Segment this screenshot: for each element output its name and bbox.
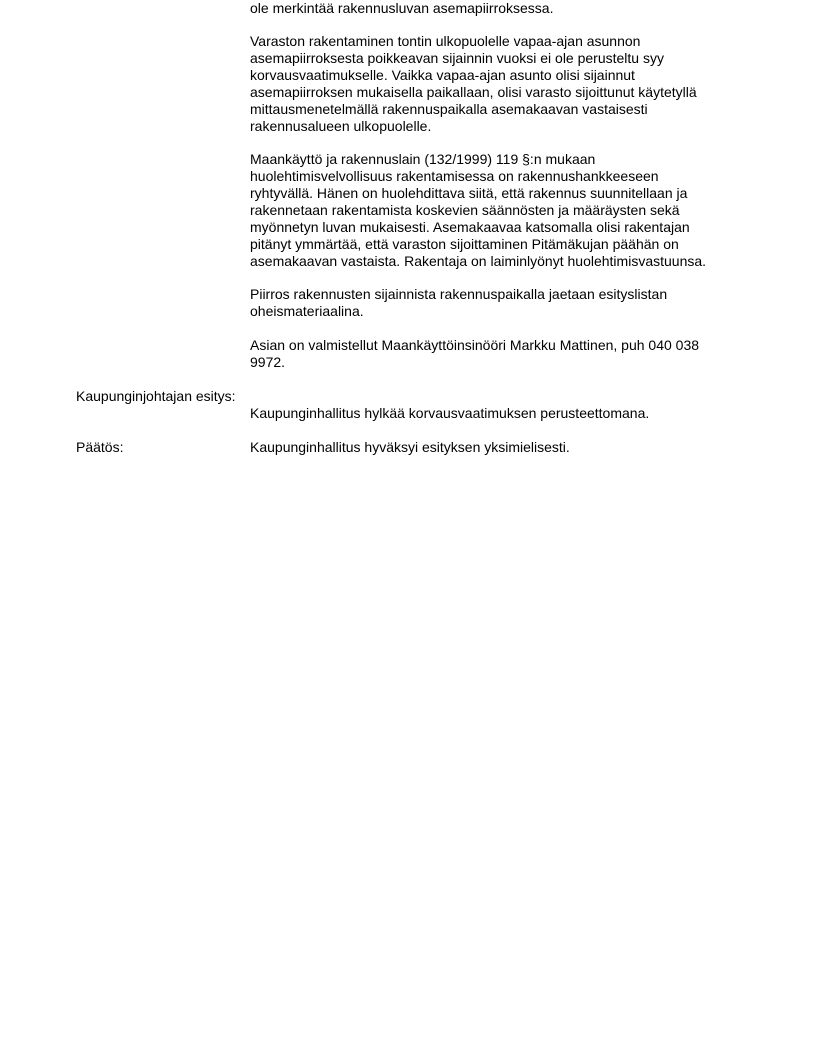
proposal-text: Kaupunginhallitus hylkää korvausvaatimuksen perusteettomana. bbox=[250, 405, 650, 421]
proposal-label: Kaupunginjohtajan esitys: bbox=[76, 388, 236, 404]
paragraph-drawing-note: Piirros rakennusten sijainnista rakennuspaikalla jaetaan esityslistan oheismateriaalina. bbox=[250, 286, 668, 319]
paragraph-storage-placement: Varaston rakentaminen tontin ulkopuolelle vapaa-ajan asunnon asemapiirroksesta poikkeavan sijainnin vuoksi ei ole perusteltu syy korvausvaatimukselle. Vaikka vapaa-ajan asunto olisi sijainnut asemapiirroksen mukaisella paikallaan, olisi varasto sijoittunut käytetyllä mittausmenetelmällä rakennuspaikalla asemakaavan vastaisesti rakennusalueen ulkopuolelle. bbox=[250, 33, 697, 134]
decision-text: Kaupunginhallitus hyväksyi esityksen yksimielisesti. bbox=[250, 439, 570, 455]
paragraph-continuation: ole merkintää rakennusluvan asemapiirroksessa. bbox=[250, 0, 554, 16]
paragraph-preparer: Asian on valmistellut Maankäyttöinsinööri Markku Mattinen, puh 040 038 9972. bbox=[250, 337, 700, 370]
decision-label: Päätös: bbox=[76, 439, 124, 455]
paragraph-building-law: Maankäyttö ja rakennuslain (132/1999) 119 §:n mukaan huolehtimisvelvollisuus rakentamisessa on rakennushankkeeseen ryhtyvällä. Hänen on huolehdittava siitä, että rakennus suunnitellaan ja rakennetaan rakentamista koskevien säännösten ja määräysten sekä myönnetyn luvan mukaisesti. Asemakaavaa katsomalla olisi rakentajan pitänyt ymmärtää, että varaston sijoittaminen Pitämäkujan päähän on asemakaavan vastaista. Rakentaja on laiminlyönyt huolehtimisvastuunsa. bbox=[250, 151, 707, 269]
